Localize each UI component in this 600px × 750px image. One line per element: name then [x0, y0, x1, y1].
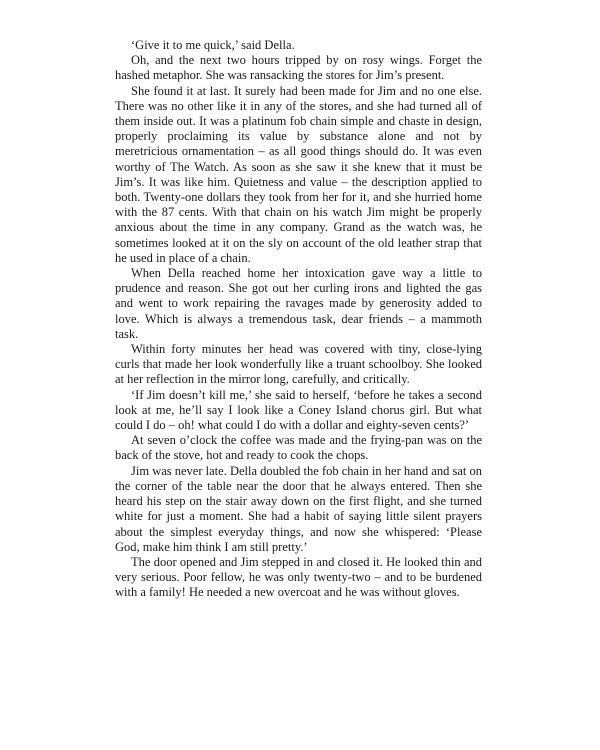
paragraph-2: Oh, and the next two hours tripped by on rosy wings. Forget the hashed metaphor. She was ransacking the stores for Jim’s present.	[115, 53, 482, 83]
paragraph-7: At seven o’clock the coffee was made and the frying-pan was on the back of the stove, hot and ready to cook the chops.	[115, 433, 482, 463]
paragraph-1: ‘Give it to me quick,’ said Della.	[131, 38, 295, 52]
paragraph-5: Within forty minutes her head was covered with tiny, close-lying curls that made her look wonderfully like a truant schoolboy. She looked at her reflection in the mirror long, carefully, and critically.	[115, 342, 482, 387]
body-text	[115, 38, 482, 601]
paragraph-6: ‘If Jim doesn’t kill me,’ she said to herself, ‘before he takes a second look at me, he’ll say I look like a Coney Island chorus girl. But what could I do – oh! what could I do with a dollar and eighty-seven cents?’	[115, 387, 482, 433]
paragraph-8: Jim was never late. Della doubled the fob chain in her hand and sat on the corner of the table near the door that he always entered. Then she heard his step on the stair away down on the first flight, and she turned white for just a moment. She had a habit of saying little silent prayers about the simplest everyday things, and now she whispered: ‘Please God, make him think I am still pretty.’	[115, 463, 482, 554]
paragraph-4: When Della reached home her intoxication gave way a little to prudence and reason. She got out her curling irons and lighted the gas and went to work repairing the ravages made by generosity added to love. Which is always a tremendous task, dear friends – a mammoth task.	[115, 266, 482, 341]
paragraph-9: The door opened and Jim stepped in and closed it. He looked thin and very serious. Poor fellow, he was only twenty-two – and to be burdened with a family! He needed a new overcoat and he was without gloves.	[115, 554, 482, 600]
paragraph-3: She found it at last. It surely had been made for Jim and no one else. There was no other like it in any of the stores, and she had turned all of them inside out. It was a platinum fob chain simple and chaste in design, properly proclaiming its value by substance alone and not by meretricious ornamentation – as all good things should do. It was even worthy of The Watch. As soon as she saw it she knew that it must be Jim’s. It was like him. Quietness and value – the description applied to both. Twenty-one dollars they took from her for it, and she hurried home with the 87 cents. With that chain on his watch Jim might be properly anxious about the time in any company. Grand as the watch was, he sometimes looked at it on the sly on account of the old leather strap that he used in place of a chain.	[115, 83, 482, 265]
